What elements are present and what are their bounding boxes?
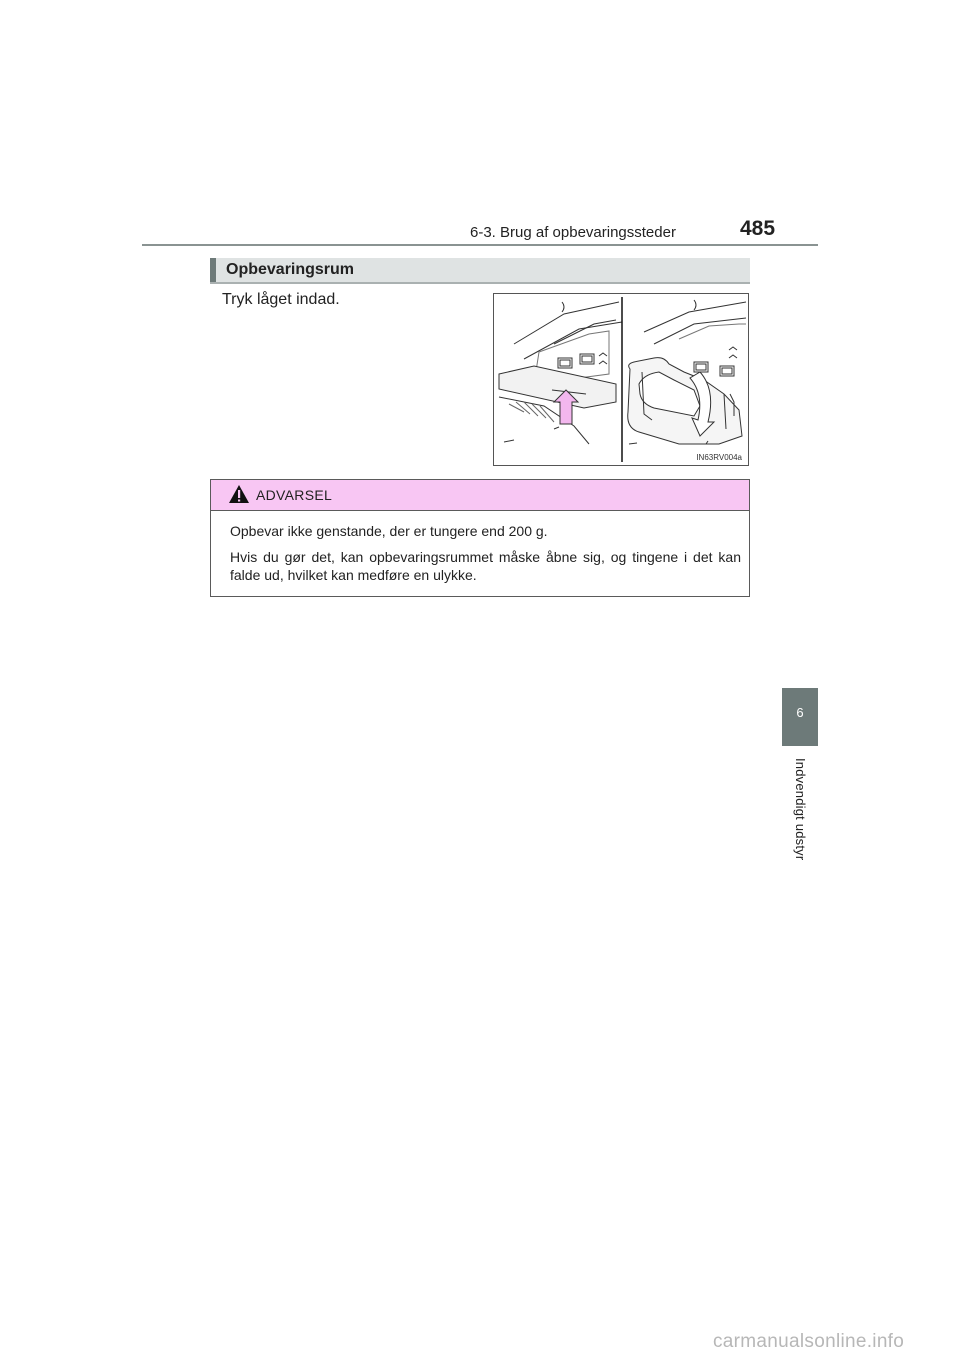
section-bar-accent [210, 258, 216, 282]
chapter-number: 6 [796, 705, 804, 720]
figure-code: IN63RV004a [696, 453, 742, 462]
watermark: carmanualsonline.info [713, 1331, 905, 1352]
warning-header [211, 480, 749, 511]
warning-paragraph: Hvis du gør det, kan opbevaringsrummet måske åbne sig, og tingene i det kan falde ud, hvilket kan medføre en ulykke. [230, 549, 741, 583]
warning-box [210, 479, 750, 597]
instruction-text: Tryk låget indad. [222, 291, 340, 308]
storage-compartment-illustration [493, 293, 749, 466]
section-title: Opbevaringsrum [226, 261, 355, 278]
warning-label: ADVARSEL [256, 487, 333, 503]
warning-body [211, 511, 749, 584]
illustration-drawing [494, 294, 748, 465]
section-heading-bar [210, 258, 750, 284]
warning-paragraph: Opbevar ikke genstande, der er tungere end 200 g. [230, 523, 548, 539]
running-header-title: 6-3. Brug af opbevaringssteder [470, 224, 676, 241]
page-number: 485 [740, 217, 776, 240]
chapter-tab [782, 688, 818, 746]
chapter-side-title: Indvendigt udstyr [793, 758, 808, 861]
warning-triangle-icon [228, 484, 250, 504]
header-divider [142, 244, 818, 246]
